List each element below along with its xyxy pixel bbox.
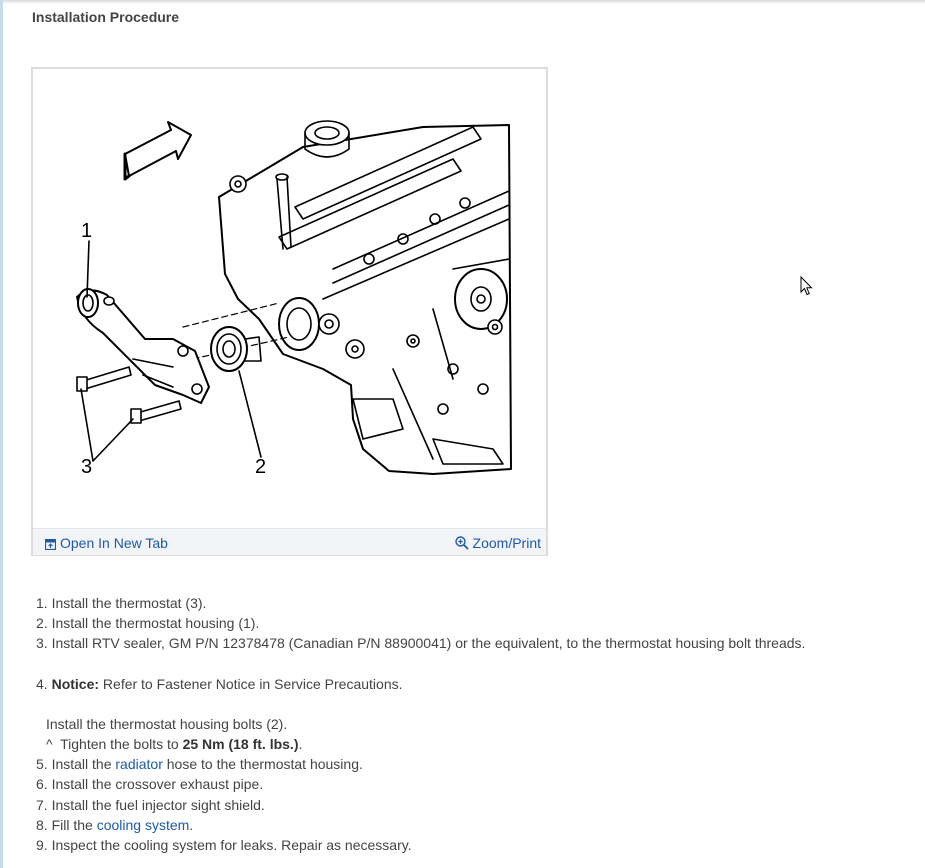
direction-arrow [125,122,191,176]
bolt-lower [137,401,181,421]
callout-1: 1 [81,220,93,242]
zoom-print-link[interactable] [455,535,541,551]
step-1: 1. Install the thermostat (3). [36,595,207,611]
step-4-substep: Install the thermostat housing bolts (2). [46,715,288,732]
bolt-upper [83,367,131,389]
cooling-system-link[interactable]: cooling system [96,816,190,833]
zoom-icon [455,536,469,550]
torque-spec: 25 Nm (18 ft. lbs.) [182,736,299,753]
step-5: 5. Install the radiator hose to the thermostat housing. [36,756,363,773]
step-2: 2. Install the thermostat housing (1). [36,615,260,632]
caret-icon: ^ [46,736,53,753]
callout-3: 3 [81,456,93,478]
left-rail [0,0,3,868]
zoom-print-label: Zoom/Print [472,535,541,551]
open-tab-icon [45,539,56,550]
radiator-link[interactable]: radiator [115,756,163,773]
notice-label: Notice: [51,675,100,692]
callout-2: 2 [255,456,267,478]
step-4: 4. Notice: Refer to Fastener Notice in Service Precautions. [36,675,403,692]
step-9: 9. Inspect the cooling system for leaks. Repair as necessary. [36,837,412,854]
procedure-steps [36,593,805,855]
step-3: 3. Install RTV sealer, GM P/N 12378478 (Canadian P/N 88900041) or the equivalent, to the thermostat housing bolt threads. [36,635,806,652]
top-shadow [0,0,925,4]
figure-toolbar [33,528,546,555]
mouse-pointer-icon [800,276,814,296]
open-new-tab-link[interactable] [45,535,168,551]
step-6: 6. Install the crossover exhaust pipe. [36,776,264,793]
figure-panel [31,67,548,556]
engine-diagram[interactable] [33,69,546,527]
open-new-tab-label: Open In New Tab [60,535,168,551]
section-title: Installation Procedure [32,9,180,25]
step-7: 7. Install the fuel injector sight shield. [36,796,265,813]
step-8: 8. Fill the cooling system. [36,816,194,833]
step-4-tighten: ^ Tighten the bolts to 25 Nm (18 ft. lbs.). [46,736,303,753]
